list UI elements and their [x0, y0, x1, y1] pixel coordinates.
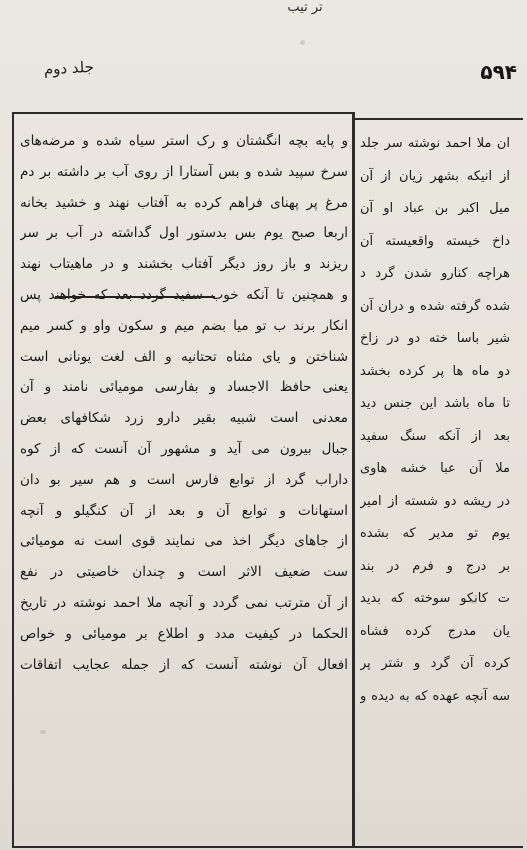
side-text-line: ملا آن عبا خشه هاوی	[360, 461, 510, 476]
side-text-line: دو ماه ها پر کرده بخشد	[360, 363, 510, 379]
main-text-line: یعنی حافظ الاجساد و بفارسی مومیائی نامند و آن	[20, 379, 348, 396]
side-text-line: ت کانکو سوخته که بدید	[360, 591, 510, 606]
side-column-text	[360, 128, 510, 713]
main-text-line: ست ضعیف الاثر است و چندان خاصیتی در نفع	[20, 564, 348, 581]
top-margin-scribble: تر تیب	[287, 0, 323, 15]
main-column-text	[20, 126, 348, 680]
side-text-line: ان ملا احمد نوشته سر جلد	[360, 136, 510, 151]
paper-speck	[300, 40, 305, 45]
main-text-line: و پایه بچه انگشتان و رک استر سیاه شده و مرضه‌های	[20, 133, 348, 149]
side-text-line: در ریشه دو شسته از امیر	[360, 493, 510, 509]
side-text-line: بعد از آنکه سنگ سفید	[360, 428, 510, 444]
main-text-line: معدنی است شبیه بقیر دارو زرد شکافهای بعض	[20, 410, 348, 427]
main-text-line: الحکما در کیفیت مدد و اطلاع بر مومیائی و خواص	[20, 625, 348, 642]
side-text-line: کرده آن گرد و شتر پر	[360, 656, 510, 671]
main-text-line: ریزند و باز روز دیگر آفتاب بخشند و در ماهیتاب نهند	[20, 256, 348, 273]
side-text-line: میل اکبر بن عباد او آن	[360, 201, 510, 216]
side-text-line: تا ماه باشد این جنس دید	[360, 396, 510, 411]
page-number: ۵۹۴	[480, 60, 517, 84]
main-text-line: مرغ پر پهنای فراهم کرده به آفتاب نهند و خشید بخانه	[20, 194, 348, 211]
main-text-line: شناختن و یای مثناه تحتانیه و الف لغت یونانی است	[20, 348, 348, 365]
side-text-line: یان مدرج کرده فشاه	[360, 623, 510, 639]
main-text-line: افعال آن نوشته آنست که از جمله عجایب اتفاقات	[20, 656, 348, 673]
main-text-line: انکار برند ب تو میا بضم میم و سکون واو و کسر میم	[20, 317, 348, 334]
main-text-line: و همچنین تا آنکه خوب سفید گردد بعد که خواهند پس	[20, 286, 348, 303]
underline-mark	[55, 296, 215, 298]
main-text-line: استهانات و توابع آن و بعد از آن کنگیلو و آنچه	[20, 502, 348, 519]
main-text-line: اربعا صبح یوم بس بدستور اول گداشته در آب بر سر	[20, 225, 348, 242]
volume-header: جلد دوم	[43, 57, 95, 79]
side-text-line: بر درج و فرم در بند	[360, 558, 510, 574]
side-text-line: سه آنچه عهده که به دیده و	[360, 688, 510, 704]
main-text-line: جبال بیرون می آید و مشهور آن آنست که از کوه	[20, 440, 348, 457]
main-text-line: از آن مترتب نمی گردد و آنچه ملا احمد نوشته در تاریخ	[20, 594, 348, 611]
main-text-line: از جاهای دیگر اخذ می نمایند قوی است نه مومیائی	[20, 533, 348, 550]
side-text-line: شده گرفته شده و دران آن	[360, 298, 510, 314]
side-text-line: یوم تو مدیر که بشده	[360, 526, 510, 541]
side-text-line: هراچه کنارو شدن گرد د	[360, 266, 510, 281]
side-text-line: شیر باسا خته دو در زاخ	[360, 331, 510, 346]
side-text-line: از انیکه بشهر زیان از آن	[360, 168, 510, 184]
paper-speck	[40, 730, 46, 734]
main-text-line: سرخ سپید شده و بس آستارا از روی آب بر داشته بر دم	[20, 163, 348, 180]
paper-speck	[470, 600, 477, 604]
main-text-line: داراب گرد از توابع فارس است و هم سیر بو دان	[20, 471, 348, 488]
side-text-line: داخ خیسته واقعیسته آن	[360, 233, 510, 249]
